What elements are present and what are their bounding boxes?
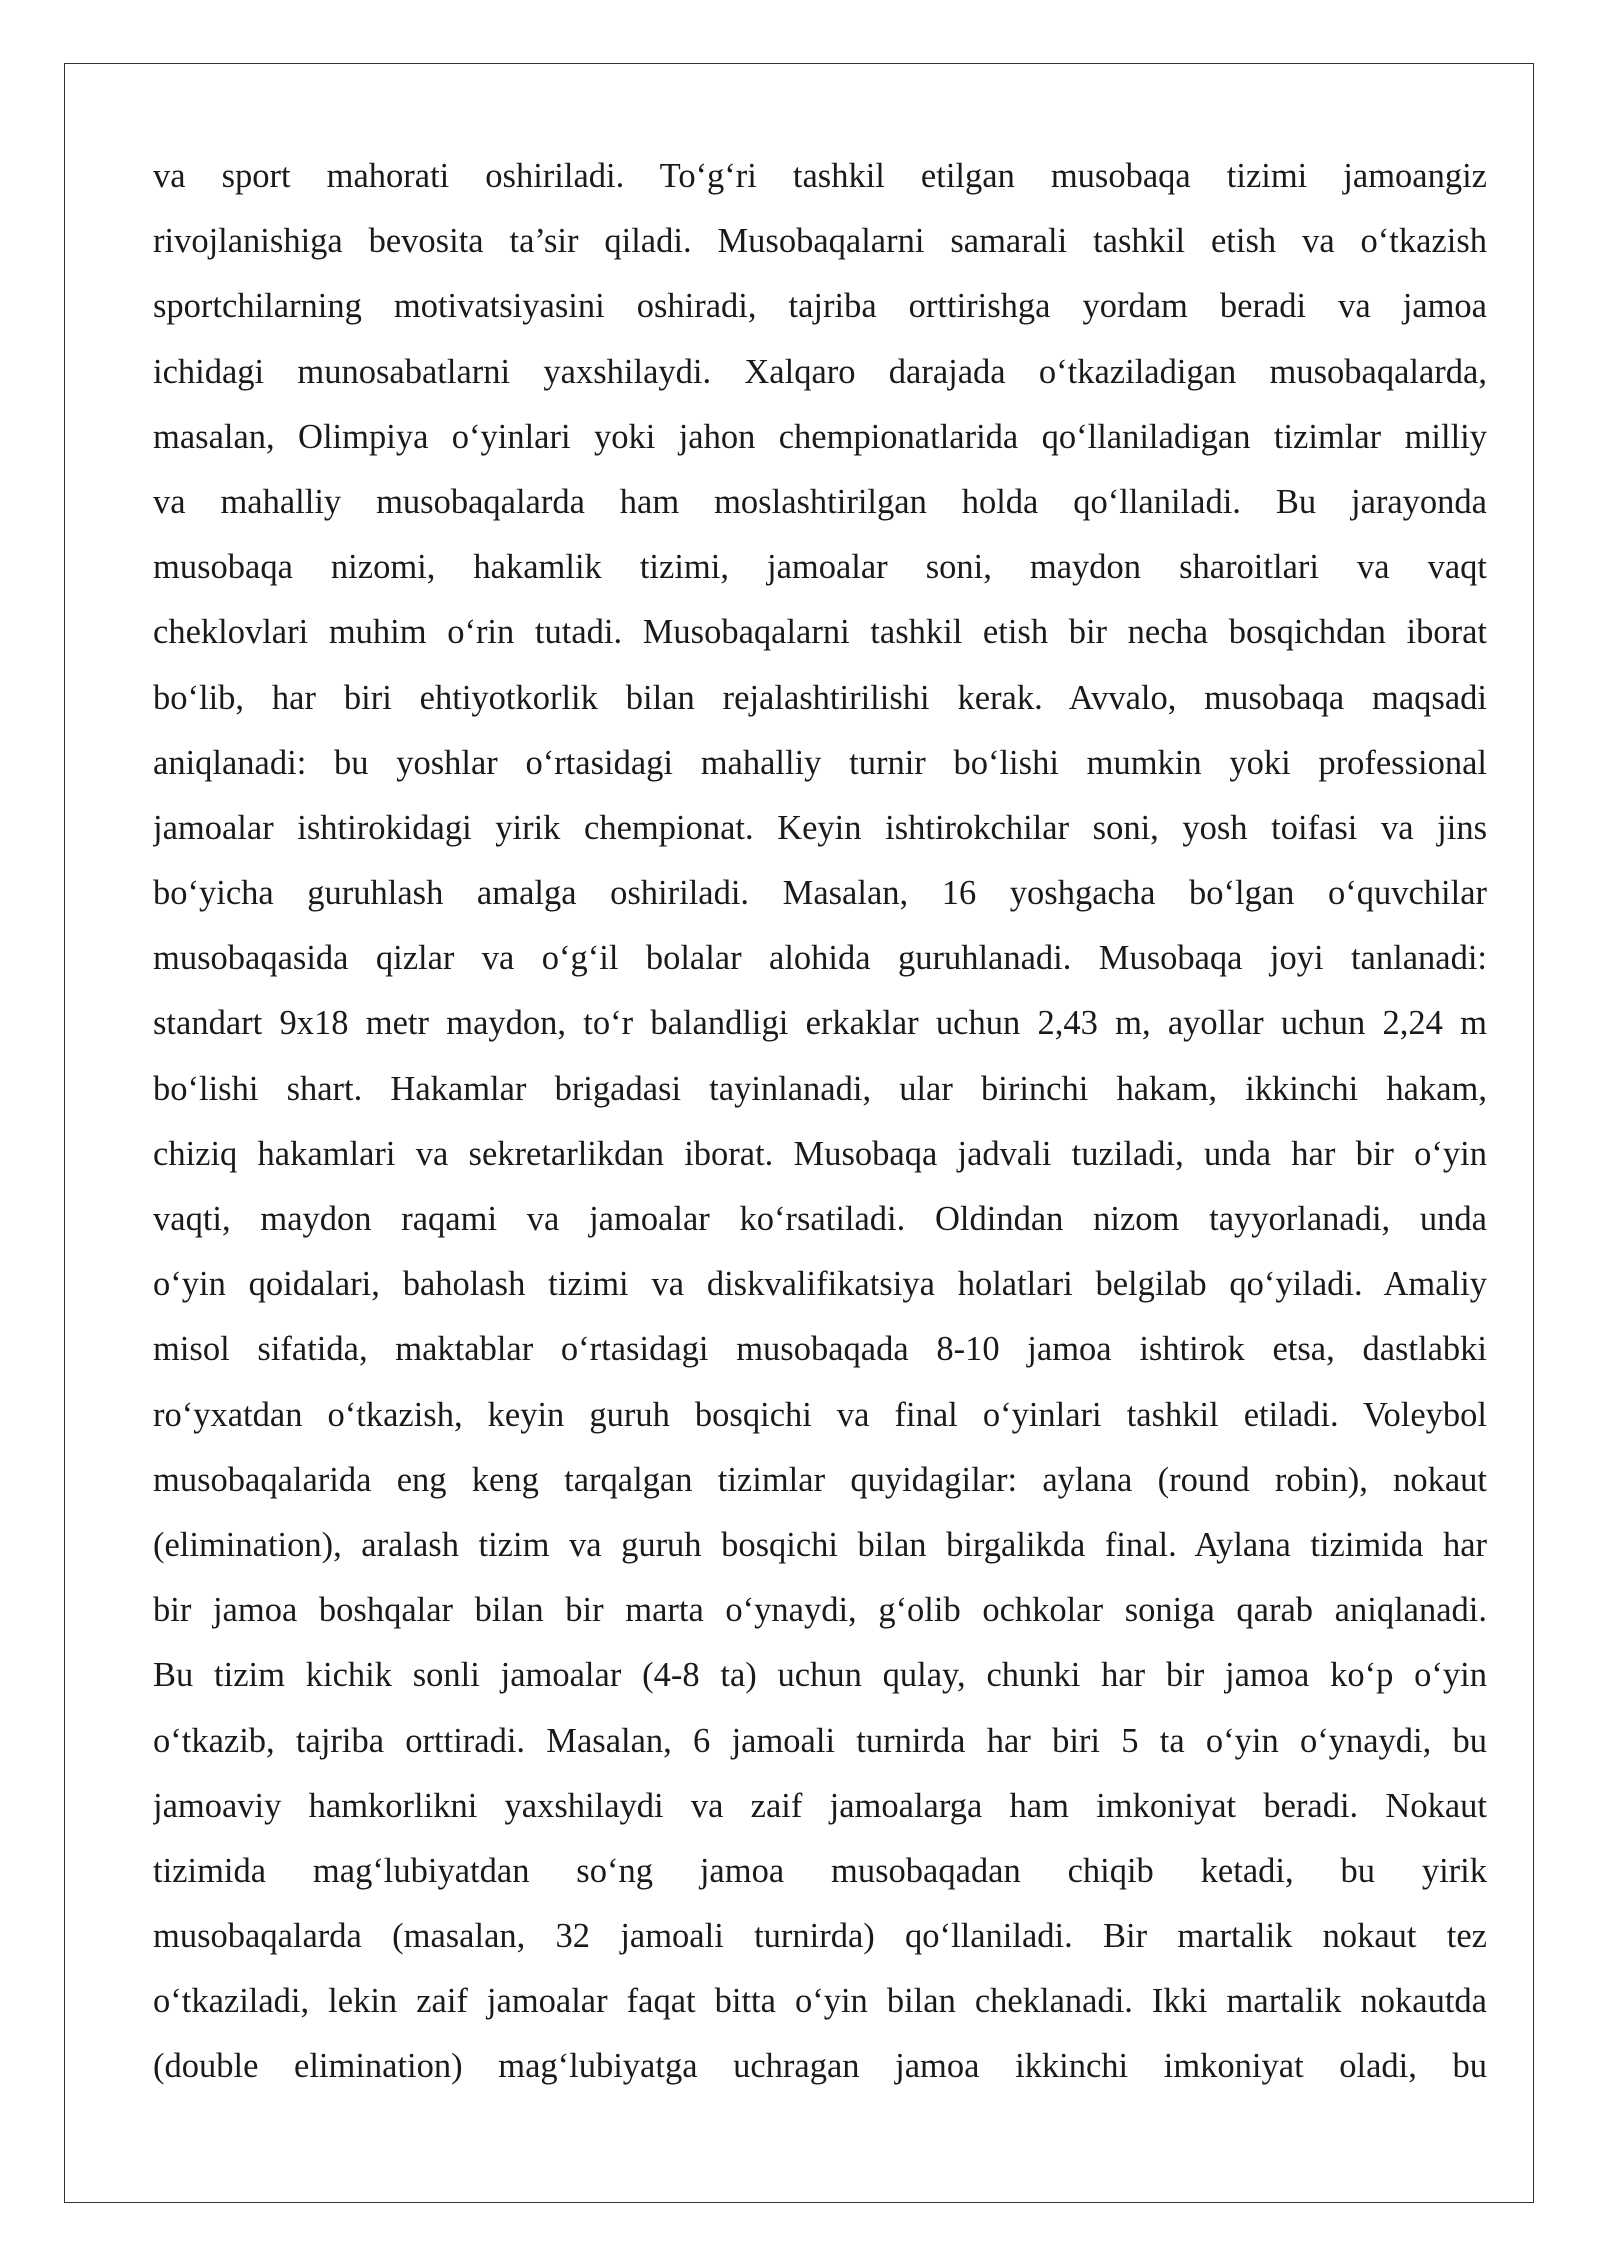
text-line: (elimination), aralash tizim va guruh bosqichi bilan birgalikda final. Aylana tizimida har — [153, 1525, 1487, 1564]
text-line: vaqti, maydon raqami va jamoalar ko‘rsatiladi. Oldindan nizom tayyorlanadi, unda — [153, 1200, 1487, 1238]
text-line: musobaqalarida eng keng tarqalgan tizimlar quyidagilar: aylana (round robin), nokaut — [153, 1460, 1487, 1499]
text-line: standart 9x18 metr maydon, to‘r balandligi erkaklar uchun 2,43 m, ayollar uchun 2,24 m — [153, 1004, 1487, 1043]
text-line: aniqlanadi: bu yoshlar o‘rtasidagi mahalliy turnir bo‘lishi mumkin yoki professional — [153, 743, 1487, 782]
text-line: o‘tkaziladi, lekin zaif jamoalar faqat bitta o‘yin bilan cheklanadi. Ikki martalik nokautda — [153, 1982, 1487, 2021]
text-line: (double elimination) mag‘lubiyatga uchragan jamoa ikkinchi imkoniyat oladi, bu — [153, 2047, 1487, 2086]
text-line: sportchilarning motivatsiyasini oshiradi, tajriba orttirishga yordam beradi va jamoa — [153, 287, 1487, 326]
text-line: tizimida mag‘lubiyatdan so‘ng jamoa musobaqadan chiqib ketadi, bu yirik — [153, 1851, 1487, 1890]
text-line: bo‘yicha guruhlash amalga oshiriladi. Masalan, 16 yoshgacha bo‘lgan o‘quvchilar — [153, 874, 1487, 913]
text-line: o‘yin qoidalari, baholash tizimi va diskvalifikatsiya holatlari belgilab qo‘yiladi. Amaliy — [153, 1265, 1487, 1304]
text-line: cheklovlari muhim o‘rin tutadi. Musobaqalarni tashkil etish bir necha bosqichdan iborat — [153, 613, 1487, 652]
text-line: o‘tkazib, tajriba orttiradi. Masalan, 6 jamoali turnirda har biri 5 ta o‘yin o‘ynaydi, bu — [153, 1721, 1487, 1760]
text-line: misol sifatida, maktablar o‘rtasidagi musobaqada 8-10 jamoa ishtirok etsa, dastlabki — [153, 1330, 1487, 1369]
text-line: musobaqalarda (masalan, 32 jamoali turnirda) qo‘llaniladi. Bir martalik nokaut tez — [153, 1917, 1487, 1956]
text-line: musobaqasida qizlar va o‘g‘il bolalar alohida guruhlanadi. Musobaqa joyi tanlanadi: — [153, 939, 1487, 978]
text-line: musobaqa nizomi, hakamlik tizimi, jamoalar soni, maydon sharoitlari va vaqt — [153, 548, 1487, 587]
text-line: bo‘lib, har biri ehtiyotkorlik bilan rejalashtirilishi kerak. Avvalo, musobaqa maqsadi — [153, 678, 1487, 717]
text-line: masalan, Olimpiya o‘yinlari yoki jahon chempionatlarida qo‘llaniladigan tizimlar milliy — [153, 417, 1487, 456]
text-line: bo‘lishi shart. Hakamlar brigadasi tayinlanadi, ular birinchi hakam, ikkinchi hakam, — [153, 1069, 1487, 1108]
text-line: rivojlanishiga bevosita ta’sir qiladi. Musobaqalarni samarali tashkil etish va o‘tkazish — [153, 222, 1487, 261]
text-line: bir jamoa boshqalar bilan bir marta o‘ynaydi, g‘olib ochkolar soniga qarab aniqlanadi. — [153, 1591, 1487, 1630]
body-text — [153, 144, 1487, 2100]
text-line: jamoalar ishtirokidagi yirik chempionat. Keyin ishtirokchilar soni, yosh toifasi va jins — [153, 808, 1487, 847]
text-line: va sport mahorati oshiriladi. To‘g‘ri tashkil etilgan musobaqa tizimi jamoangiz — [153, 157, 1487, 195]
text-line: chiziq hakamlari va sekretarlikdan iborat. Musobaqa jadvali tuziladi, unda har bir o‘yin — [153, 1134, 1487, 1173]
text-line: Bu tizim kichik sonli jamoalar (4-8 ta) uchun qulay, chunki har bir jamoa ko‘p o‘yin — [153, 1656, 1487, 1695]
text-line: va mahalliy musobaqalarda ham moslashtirilgan holda qo‘llaniladi. Bu jarayonda — [153, 482, 1487, 521]
text-line: jamoaviy hamkorlikni yaxshilaydi va zaif jamoalarga ham imkoniyat beradi. Nokaut — [153, 1786, 1487, 1825]
text-line: ro‘yxatdan o‘tkazish, keyin guruh bosqichi va final o‘yinlari tashkil etiladi. Voleybol — [153, 1395, 1487, 1434]
text-line: ichidagi munosabatlarni yaxshilaydi. Xalqaro darajada o‘tkaziladigan musobaqalarda, — [153, 352, 1487, 391]
